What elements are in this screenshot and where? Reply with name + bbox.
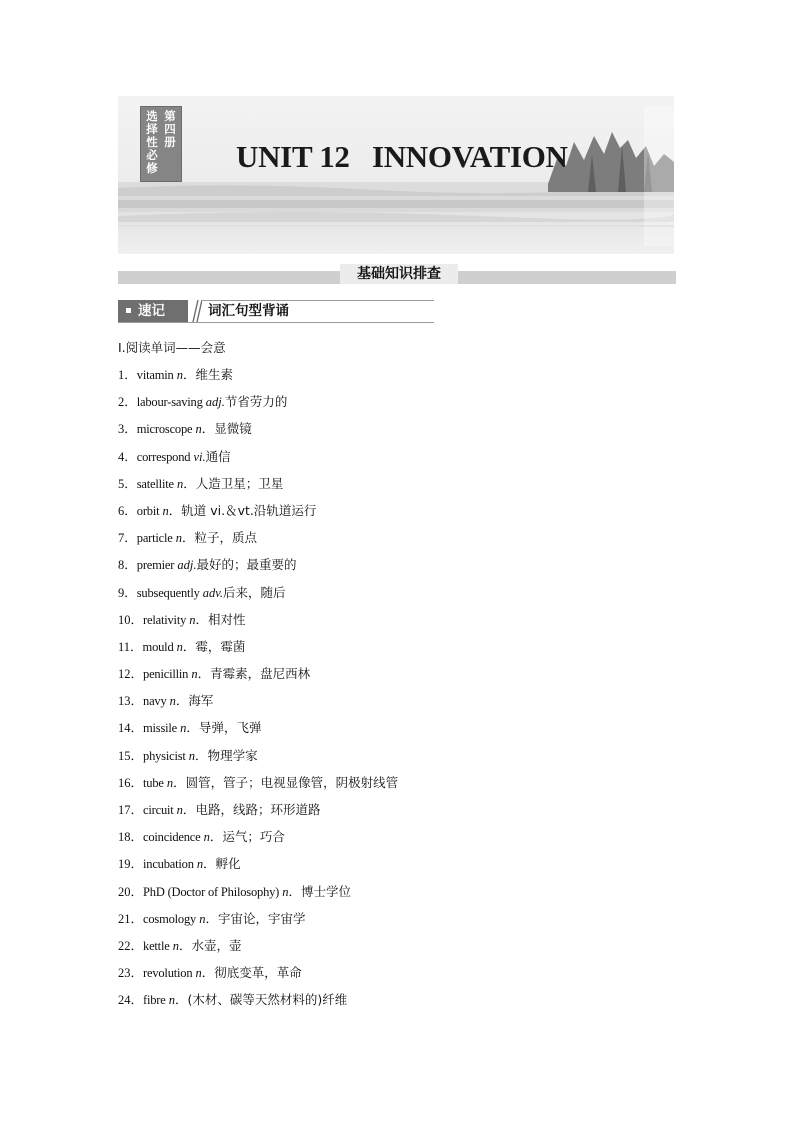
vocab-part-of-speech: n	[196, 857, 204, 872]
vocab-meaning: 宇宙论，宇宙学	[217, 910, 306, 926]
unit-title: UNIT 12 INNOVATION	[236, 139, 568, 174]
reading-words-heading: Ⅰ.阅读单词——会意	[118, 340, 226, 355]
vocab-separator: ．	[183, 476, 196, 491]
vocab-number: 15．	[118, 748, 144, 763]
vocab-meaning: 圆管，管子；电视显像管，阴极射线管	[185, 774, 399, 790]
vocab-word: mould	[142, 639, 174, 654]
vocab-number: 9．	[118, 585, 137, 600]
vocab-item	[118, 828, 398, 855]
vocab-word: incubation	[143, 857, 194, 872]
vocab-meaning: 青霉素，盘尼西林	[210, 666, 311, 682]
vocab-item	[118, 584, 398, 611]
vocab-item	[118, 719, 398, 746]
vocab-item	[118, 475, 398, 502]
vocab-part-of-speech: n	[199, 911, 206, 926]
vocab-meaning: 维生素	[195, 367, 233, 382]
vocab-meaning: 轨道 vi.＆vt.沿轨道运行	[181, 502, 317, 518]
vocab-part-of-speech: n	[203, 830, 210, 845]
vocab-meaning: 导弹，飞弹	[198, 720, 262, 736]
vocab-item	[118, 448, 398, 475]
vocab-item	[118, 774, 398, 801]
vocab-item	[118, 991, 398, 1018]
speed-recall-label: 速记	[118, 300, 188, 322]
vocab-item	[118, 801, 398, 828]
vocab-word: penicillin	[143, 667, 189, 682]
vocab-number: 12．	[118, 667, 144, 682]
vocab-word: circuit	[143, 803, 174, 817]
vocab-number: 1．	[118, 368, 137, 382]
vocab-number: 5．	[118, 476, 137, 491]
book-tag-volume: 第 四 册	[164, 109, 176, 149]
vocab-part-of-speech: adj.	[177, 558, 197, 573]
vocabulary-list	[118, 366, 398, 1019]
vocab-item	[118, 937, 398, 964]
vocab-number: 8．	[118, 558, 137, 573]
vocab-number: 6．	[118, 503, 137, 518]
unit-banner	[118, 96, 674, 254]
vocab-meaning: (木材、碳等天然材料的)纤维	[187, 992, 348, 1008]
vocab-meaning: 通信	[205, 448, 231, 464]
vocab-number: 19．	[118, 857, 144, 872]
vocab-meaning: 孵化	[215, 856, 241, 872]
vocab-meaning: 相对性	[208, 611, 246, 627]
vocab-number: 16．	[118, 775, 144, 790]
vocab-part-of-speech: adv.	[202, 585, 224, 600]
speed-recall-subtitle: 词汇句型背诵	[208, 303, 289, 319]
vocab-word: microscope	[136, 422, 193, 437]
vocab-meaning: 彻底变革，革命	[214, 965, 302, 981]
vocab-number: 7．	[118, 531, 137, 546]
vocab-item	[118, 556, 398, 583]
vocab-word: physicist	[143, 748, 186, 763]
vocab-word: satellite	[136, 476, 174, 491]
vocab-separator: ．	[209, 830, 223, 845]
vocab-number: 2．	[118, 395, 137, 410]
vocab-number: 24．	[118, 993, 144, 1008]
vocab-item	[118, 529, 398, 556]
vocab-part-of-speech: adj.	[205, 395, 225, 410]
vocab-separator: ．	[205, 911, 218, 926]
vocab-part-of-speech: n	[172, 938, 179, 953]
vocab-item	[118, 883, 398, 910]
vocab-separator: ．	[195, 612, 209, 627]
vocab-part-of-speech: n	[166, 775, 174, 790]
book-volume-tag	[140, 106, 182, 182]
vocab-meaning: 博士学位	[301, 883, 352, 899]
vocab-word: orbit	[136, 503, 160, 518]
vocab-part-of-speech: n	[176, 476, 184, 491]
vocab-number: 21．	[118, 911, 144, 926]
vocab-separator: ．	[178, 938, 192, 953]
vocab-part-of-speech: vi.	[193, 449, 206, 464]
vocab-item	[118, 910, 398, 937]
vocab-meaning: 运气；巧合	[222, 829, 285, 845]
vocab-number: 20．	[118, 884, 144, 899]
vocab-meaning: 粒子，质点	[194, 530, 258, 546]
landscape-illustration	[118, 96, 674, 254]
vocab-part-of-speech: n	[176, 639, 183, 654]
vocab-meaning: 显微镜	[214, 421, 252, 437]
vocab-word: labour-saving	[136, 395, 203, 410]
vocab-separator: ．	[288, 884, 302, 899]
vocab-word: premier	[136, 558, 175, 573]
vocab-separator: ．	[201, 422, 215, 437]
vocab-number: 18．	[118, 830, 144, 845]
vocab-separator: ．	[195, 748, 208, 763]
vocab-part-of-speech: n	[169, 694, 176, 709]
vocab-part-of-speech: n	[168, 993, 175, 1008]
book-tag-series: 选 择 性 必 修	[146, 109, 158, 175]
vocab-number: 3．	[118, 422, 137, 437]
vocab-part-of-speech: n	[189, 612, 196, 627]
vocab-separator: ．	[182, 531, 195, 546]
vocab-number: 22．	[118, 938, 144, 953]
vocab-part-of-speech: n	[175, 531, 183, 546]
vocab-meaning: 最好的；最重要的	[196, 557, 297, 573]
vocab-meaning: 霉，霉菌	[195, 638, 246, 654]
vocab-item	[118, 366, 398, 393]
vocab-part-of-speech: n	[162, 503, 169, 518]
vocab-number: 23．	[118, 966, 144, 981]
vocab-meaning: 物理学家	[207, 747, 258, 763]
vocab-part-of-speech: n	[180, 721, 187, 736]
speed-recall-bar	[118, 300, 434, 324]
vocab-separator: ．	[186, 721, 199, 736]
vocab-number: 13．	[118, 694, 144, 709]
vocab-word: PhD (Doctor of Philosophy)	[143, 884, 280, 899]
vocab-meaning: 水壶，壶	[191, 937, 242, 953]
vocab-part-of-speech: n	[176, 803, 183, 817]
vocab-item	[118, 611, 398, 638]
vocab-separator: ．	[168, 503, 182, 518]
vocab-number: 14．	[118, 721, 144, 736]
vocab-word: missile	[143, 721, 178, 736]
vocab-item	[118, 502, 398, 529]
vocab-item	[118, 665, 398, 692]
vocab-item	[118, 420, 398, 447]
vocab-meaning: 人造卫星；卫星	[195, 475, 284, 491]
vocab-part-of-speech: n	[188, 748, 196, 763]
vocab-meaning: 后来，随后	[223, 584, 286, 600]
vocab-word: tube	[143, 775, 164, 790]
vocab-separator: ．	[182, 803, 196, 817]
vocab-item	[118, 747, 398, 774]
vocab-separator: ．	[203, 857, 216, 872]
vocab-meaning: 节省劳力的	[224, 394, 288, 410]
vocab-item	[118, 393, 398, 420]
vocab-word: navy	[143, 694, 167, 709]
vocab-word: kettle	[143, 938, 170, 953]
vocab-word: subsequently	[136, 585, 200, 600]
vocab-separator: ．	[197, 667, 211, 682]
vocab-part-of-speech: n	[195, 422, 202, 437]
vocab-meaning: 海军	[188, 693, 214, 709]
vocab-part-of-speech: n	[195, 966, 202, 981]
vocab-word: fibre	[143, 993, 166, 1008]
vocab-number: 4．	[118, 449, 137, 464]
vocab-word: particle	[136, 531, 173, 546]
double-slash-icon	[188, 300, 202, 322]
vocab-part-of-speech: n	[282, 884, 289, 899]
speed-bar-bottom-rule	[118, 322, 434, 323]
vocab-item	[118, 638, 398, 665]
vocab-separator: ．	[182, 639, 196, 654]
vocab-part-of-speech: n	[191, 667, 198, 682]
vocab-part-of-speech: n	[176, 368, 183, 382]
vocab-word: coincidence	[143, 830, 201, 845]
vocab-number: 17．	[118, 803, 144, 817]
vocab-word: correspond	[136, 449, 191, 464]
vocab-word: revolution	[143, 966, 193, 981]
vocab-separator: ．	[173, 775, 186, 790]
vocab-separator: ．	[175, 993, 188, 1008]
vocab-number: 11．	[118, 639, 143, 654]
vocab-item	[118, 692, 398, 719]
vocab-item	[118, 855, 398, 882]
vocab-number: 10．	[118, 612, 144, 627]
vocab-separator: ．	[175, 694, 189, 709]
square-bullet-icon	[126, 308, 131, 313]
vocab-word: cosmology	[143, 911, 197, 926]
vocab-word: vitamin	[136, 368, 174, 382]
vocab-word: relativity	[143, 612, 187, 627]
section-title: 基础知识排查	[340, 264, 458, 284]
vocab-item	[118, 964, 398, 991]
vocab-meaning: 电路，线路；环形道路	[195, 802, 321, 817]
vocab-separator: ．	[182, 368, 196, 382]
vocab-separator: ．	[201, 966, 215, 981]
